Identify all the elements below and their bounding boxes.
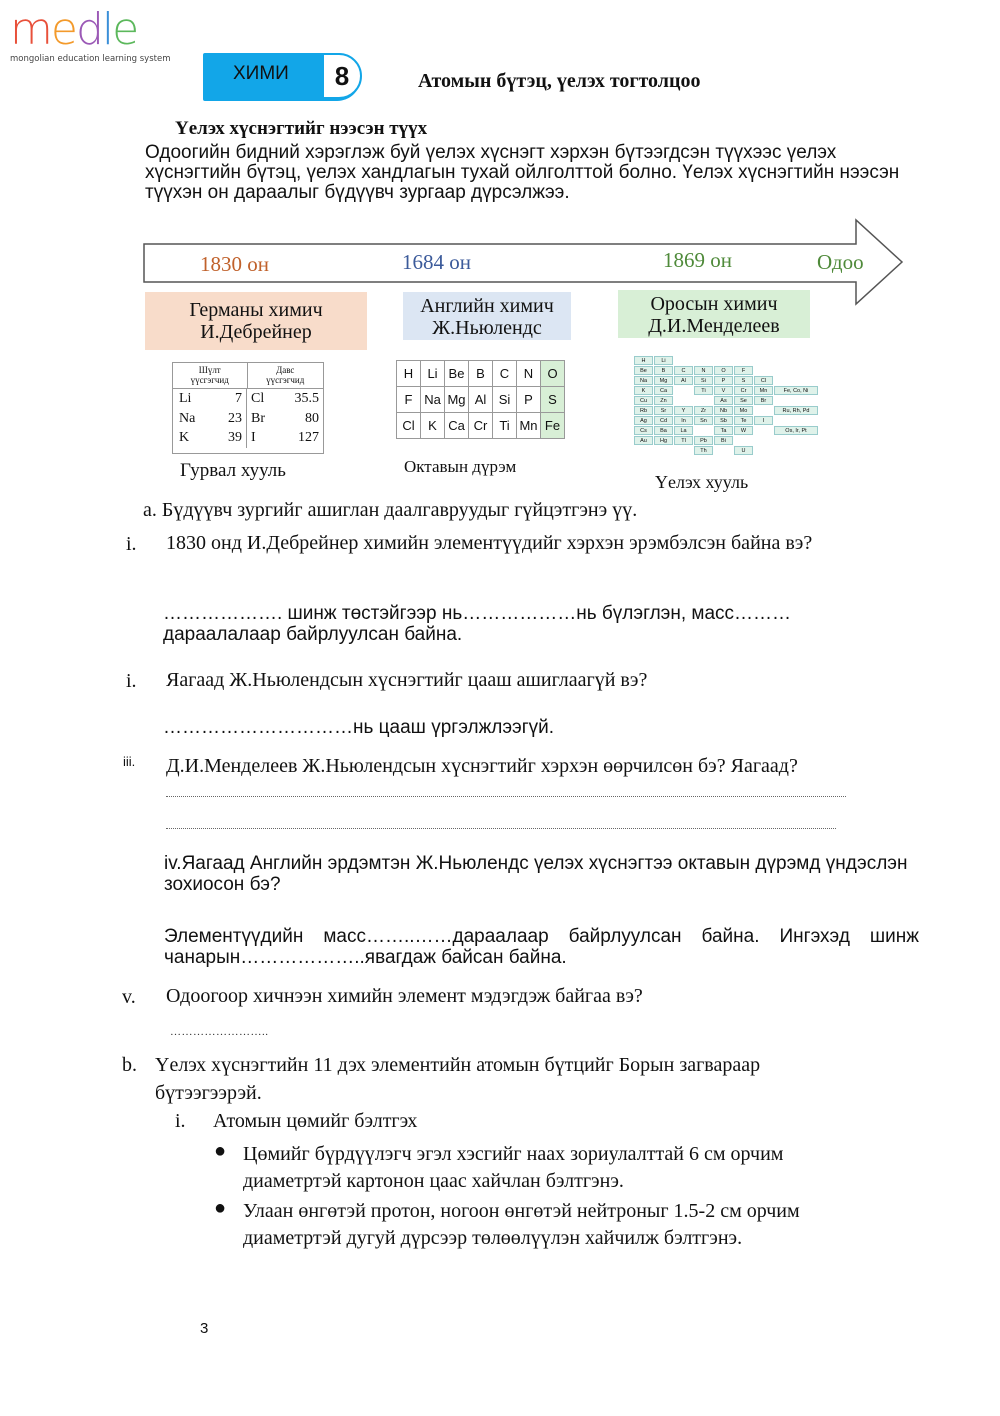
logo-wordmark: medle [10, 4, 138, 55]
mendeleev-cell: Y [674, 406, 693, 415]
mendeleev-cell: F [734, 366, 753, 375]
question-1-text: 1830 онд И.Дебрейнер химийн элементүүдийг хэрхэн эрэмбэлсэн байна вэ? [166, 532, 813, 554]
mendeleev-cell: I [754, 416, 773, 425]
octave-cell: Mg [445, 387, 469, 413]
logo [10, 4, 190, 64]
mendeleev-cell: C [674, 366, 693, 375]
octave-cell: K [421, 413, 445, 439]
chemist-title: Германы химич [189, 299, 323, 321]
mendeleev-cell: Zn [654, 396, 673, 405]
mendeleev-cell: U [734, 446, 753, 455]
sub-question-number: i. [175, 1110, 186, 1132]
section-title: Үелэх хүснэгтийг нээсэн түүх [175, 118, 428, 139]
mendeleev-cell: Bi [714, 436, 733, 445]
mendeleev-cell: Li [654, 356, 673, 365]
mendeleev-table [634, 340, 814, 465]
intro-paragraph: Одоогийн бидний хэрэглэж буй үелэх хүснэгт хэрхэн бүтээгдсэн түүхээс үелэх хүснэгтийн бүтэц, үелэх хандлагын тухай ойлголттой болно. Үелэх хүснэгтийн нээсэн түүхэн он дараалыг бүдүүвч зургаар дүрсэлжээ. [145, 142, 900, 203]
mendeleev-cell: Mn [754, 386, 773, 395]
chemist-name: Д.И.Менделеев [648, 315, 780, 337]
mendeleev-caption: Үелэх хууль [655, 472, 749, 492]
question-4-text: iv.Яагаад Английн эрдэмтэн Ж.Ньюлендс үелэх хүснэгтээ октавын дүрэмд үндэслэн зохиосон бэ? [164, 853, 908, 895]
mendeleev-cell: Ta [714, 426, 733, 435]
octave-cell: C [493, 361, 517, 387]
octave-cell: O [541, 361, 565, 387]
octave-cell: Be [445, 361, 469, 387]
mendeleev-cell: Na [634, 376, 653, 385]
timeline-year-1869: 1869 он [663, 248, 732, 272]
mendeleev-cell: Sb [714, 416, 733, 425]
octave-cell: Ca [445, 413, 469, 439]
octave-cell: S [541, 387, 565, 413]
answer-line[interactable]: ………………. шинж төстэйгээр нь………………нь бүлэглэн, масс……… дараалалаар байрлуулсан байна. [163, 603, 792, 645]
mendeleev-cell: Pb [694, 436, 713, 445]
mendeleev-cell: Ti [694, 386, 713, 395]
timeline-year-1830: 1830 он [200, 252, 269, 276]
mendeleev-cell: H [634, 356, 653, 365]
mendeleev-cell: As [714, 396, 733, 405]
mendeleev-cell: Cd [654, 416, 673, 425]
answer-line[interactable]: …………………………нь цааш үргэлжлээгүй. [163, 717, 555, 738]
triad-row: K 39 I 127 [173, 428, 323, 448]
octave-cell: Mn [517, 413, 541, 439]
chemist-box-dobereiner [145, 292, 367, 350]
mendeleev-cell: Cu [634, 396, 653, 405]
mendeleev-cell: P [714, 376, 733, 385]
mendeleev-cell: Nb [714, 406, 733, 415]
bullet-icon: ● [214, 1140, 227, 1162]
mendeleev-cell: Be [634, 366, 653, 375]
chemist-name: И.Дебрейнер [200, 321, 312, 343]
triads-table: Шүлт үүсгэгчид Давс үүсгэгчид Li 7 Cl 35.5 Na 23 Br 80 K 39 I 127 [172, 362, 324, 454]
task-b-text-line2: бүтээгээрэй. [155, 1082, 262, 1104]
chemist-box-mendeleev [618, 290, 810, 338]
question-2-text: Яагаад Ж.Ньюлендсын хүснэгтийг цааш ашиглаагүй вэ? [166, 669, 648, 691]
mendeleev-cell: Tl [674, 436, 693, 445]
chemist-title: Английн химич [420, 295, 554, 317]
mendeleev-cell: Cr [734, 386, 753, 395]
octave-cell: Cr [469, 413, 493, 439]
document-title: Атомын бүтэц, үелэх тогтолцоо [418, 70, 701, 92]
octave-cell: Si [493, 387, 517, 413]
mendeleev-cell: K [634, 386, 653, 395]
mendeleev-cell: V [714, 386, 733, 395]
timeline-year-1684: 1684 он [402, 250, 471, 274]
timeline-now: Одоо [817, 250, 864, 274]
mendeleev-cell: Cs [634, 426, 653, 435]
answer-line[interactable]: …………………….. [170, 1026, 269, 1038]
mendeleev-cell: O [714, 366, 733, 375]
question-3-text: Д.И.Менделеев Ж.Ньюлендсын хүснэгтийг хэрхэн өөрчилсөн бэ? Яагаад? [166, 755, 798, 777]
octave-cell: N [517, 361, 541, 387]
octave-cell: P [517, 387, 541, 413]
answer-line[interactable]: Элементүүдийн масс……..……дараалаар байрлуулсан байна. Ингэхэд шинж чанарын………………..явагдаж байсан байна. [164, 926, 919, 968]
mendeleev-cell: Sr [654, 406, 673, 415]
subject-label: ХИМИ [233, 63, 289, 84]
mendeleev-cell: Rb [634, 406, 653, 415]
octave-cell: Na [421, 387, 445, 413]
task-b-text-line1: Үелэх хүснэгтийн 11 дэх элементийн атомын бүтцийг Борын загвараар [155, 1054, 761, 1076]
mendeleev-cell: S [734, 376, 753, 385]
answer-line[interactable] [166, 794, 846, 797]
triad-row: Na 23 Br 80 [173, 409, 323, 429]
answer-line[interactable] [166, 826, 836, 829]
mendeleev-cell: Ca [654, 386, 673, 395]
octaves-table [396, 360, 565, 439]
triad-row: Li 7 Cl 35.5 [173, 389, 323, 409]
task-b-label: b. [122, 1054, 137, 1076]
mendeleev-cell: Mg [654, 376, 673, 385]
task-a: а. Бүдүүвч зургийг ашиглан даалгавруудыг гүйцэтгэнэ үү. [143, 499, 638, 521]
logo-tagline: mongolian education learning system [10, 54, 171, 64]
mendeleev-cell: Si [694, 376, 713, 385]
chemist-title: Оросын химич [650, 293, 778, 315]
mendeleev-cell: Se [734, 396, 753, 405]
mendeleev-cell: Hg [654, 436, 673, 445]
mendeleev-cell: Br [754, 396, 773, 405]
chemist-box-newlands [403, 292, 571, 340]
mendeleev-cell: Ru, Rh, Pd [774, 406, 818, 415]
octave-cell: B [469, 361, 493, 387]
octave-cell: Al [469, 387, 493, 413]
sub-question-title: Атомын цөмийг бэлтгэх [213, 1110, 418, 1132]
mendeleev-cell: Cl [754, 376, 773, 385]
question-number: v. [122, 986, 136, 1008]
chemist-name: Ж.Ньюлендс [432, 317, 542, 339]
octave-cell: F [397, 387, 421, 413]
mendeleev-cell: Te [734, 416, 753, 425]
mendeleev-cell: Th [694, 446, 713, 455]
mendeleev-cell: Os, Ir, Pt [774, 426, 818, 435]
mendeleev-cell: Au [634, 436, 653, 445]
octave-cell: Li [421, 361, 445, 387]
grade-number: 8 [322, 53, 362, 99]
mendeleev-cell: N [694, 366, 713, 375]
question-5-text: Одоогоор хичнээн химийн элемент мэдэгдэж байгаа вэ? [166, 985, 643, 1007]
question-number: i. [126, 533, 137, 555]
mendeleev-cell: Zr [694, 406, 713, 415]
octave-cell: H [397, 361, 421, 387]
bullet-icon: ● [214, 1197, 227, 1219]
mendeleev-cell: In [674, 416, 693, 425]
page-number: 3 [200, 1320, 209, 1337]
triads-caption: Гурвал хууль [180, 460, 286, 481]
octaves-caption: Октавын дүрэм [404, 457, 517, 476]
mendeleev-cell: La [674, 426, 693, 435]
mendeleev-cell: B [654, 366, 673, 375]
mendeleev-cell: Ba [654, 426, 673, 435]
mendeleev-cell: Fe, Co, Ni [774, 386, 818, 395]
octave-cell: Cl [397, 413, 421, 439]
question-number: i. [126, 670, 137, 692]
bullet-item-1: Цөмийг бүрдүүлэгч эгэл хэсгийг наах зориулалттай 6 см орчим диаметртэй картонон цаас хайчлан бэлтгэнэ. [243, 1143, 784, 1192]
mendeleev-cell: W [734, 426, 753, 435]
mendeleev-cell: Ag [634, 416, 653, 425]
bullet-item-2: Улаан өнгөтэй протон, ногоон өнгөтэй нейтроныг 1.5-2 см орчим диаметртэй дугуй дүрсээр төлөөлүүлэн хайчилж бэлтгэнэ. [243, 1200, 800, 1249]
question-number: iii. [123, 754, 136, 769]
mendeleev-cell: Sn [694, 416, 713, 425]
octave-cell: Fe [541, 413, 565, 439]
mendeleev-cell: Mo [734, 406, 753, 415]
mendeleev-cell: Al [674, 376, 693, 385]
octave-cell: Ti [493, 413, 517, 439]
